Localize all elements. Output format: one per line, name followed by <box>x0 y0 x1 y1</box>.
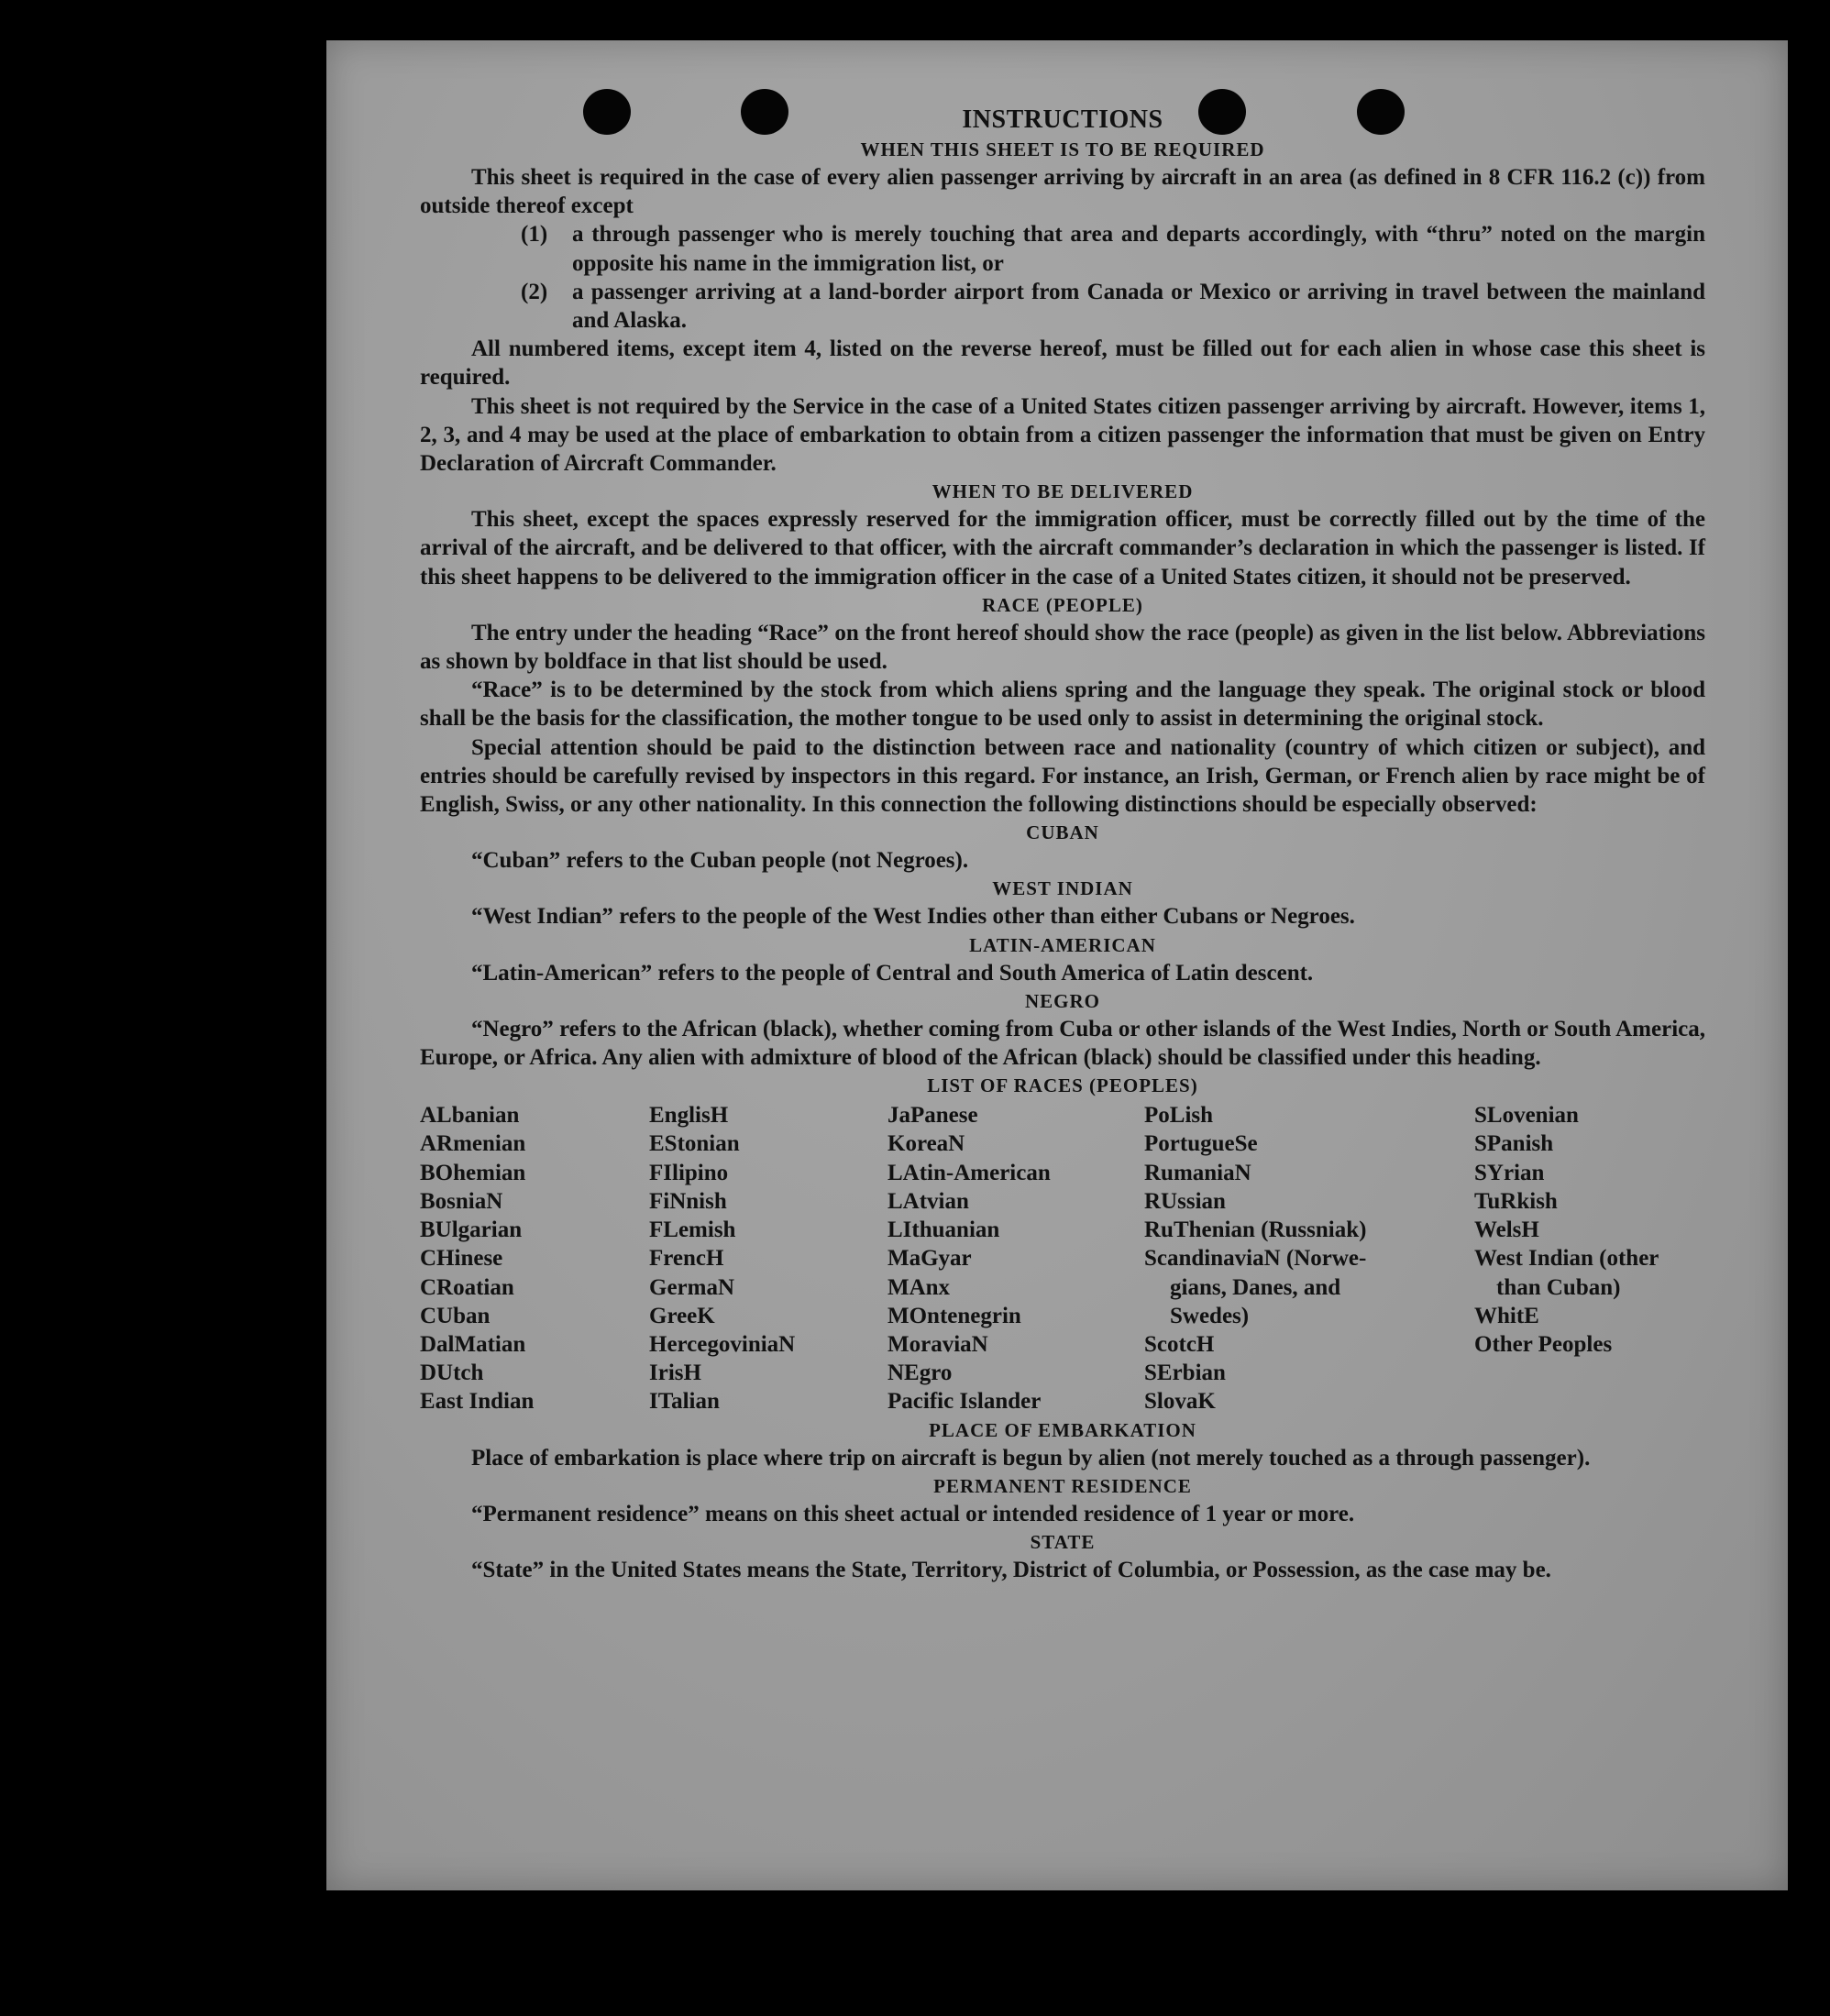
paragraph-cuban: “Cuban” refers to the Cuban people (not Negroes). <box>471 848 969 874</box>
race-entry: EnglisH <box>649 1103 729 1129</box>
paragraph-race-2: “Race” is to be determined by the stock from which aliens spring and the language they speak. The original stock or blood shall be the basis for the classification, the mother tongue to be used only to assist in determining the original stock. <box>420 678 1705 732</box>
race-entry: ScandinaviaN (Norwe- <box>1144 1246 1367 1272</box>
race-entry: ARmenian <box>420 1131 526 1157</box>
race-entry: MAnx <box>887 1274 951 1300</box>
race-entry: FrencH <box>649 1246 724 1272</box>
race-entry-continued: gians, Danes, and <box>1170 1274 1341 1300</box>
exception-item-1 <box>521 220 1705 277</box>
race-entry: MoraviaN <box>887 1331 988 1357</box>
race-entry: MOntenegrin <box>887 1303 1021 1328</box>
races-column-1 <box>420 1101 649 1416</box>
heading-when-required: WHEN THIS SHEET IS TO BE REQUIRED <box>860 138 1265 160</box>
paragraph-required: This sheet is required in the case of every alien passenger arriving by aircraft in an area (as defined in 8 CFR 116.2 (c)) from outside thereof except <box>420 165 1705 219</box>
race-entry: FiNnish <box>649 1188 727 1214</box>
race-entry: LIthuanian <box>887 1217 1000 1243</box>
race-entry: IrisH <box>649 1361 701 1386</box>
race-entry: BosniaN <box>420 1188 503 1214</box>
race-entry: ScotcH <box>1144 1331 1215 1357</box>
race-entry: LAtvian <box>887 1188 969 1214</box>
race-entry-continued: Swedes) <box>1170 1303 1250 1328</box>
page-title: INSTRUCTIONS <box>962 105 1163 134</box>
race-entry: West Indian (other <box>1474 1246 1659 1272</box>
paragraph-embarkation: Place of embarkation is place where trip on aircraft is begun by alien (not merely touched as a through passenger). <box>471 1445 1591 1471</box>
race-entry: GreeK <box>649 1303 715 1328</box>
race-entry: WelsH <box>1474 1217 1539 1243</box>
race-entry: FIlipino <box>649 1160 729 1185</box>
document-sheet <box>326 40 1788 1890</box>
heading-negro: NEGRO <box>1024 989 1100 1012</box>
race-entry: SlovaK <box>1144 1389 1216 1415</box>
paragraph-race-3: Special attention should be paid to the distinction between race and nationality (country of which citizen or subject), and entries should be carefully revised by inspectors in this regard. For instance, an Irish, German, or French alien by race might be of English, Swiss, or any other nationality. In this connection the following distinctions should be especially observed: <box>420 734 1705 818</box>
race-entry: NEgro <box>887 1361 953 1386</box>
race-entry: SPanish <box>1474 1131 1554 1157</box>
heading-state: STATE <box>1030 1530 1096 1553</box>
race-entry: CUban <box>420 1303 491 1328</box>
heading-west-indian: WEST INDIAN <box>992 877 1133 900</box>
item-number: (1) <box>521 222 548 248</box>
exception-item-2 <box>521 278 1705 335</box>
race-entry: PoLish <box>1144 1103 1214 1129</box>
heading-race: RACE (PEOPLE) <box>982 593 1143 616</box>
paragraph-latin-american: “Latin-American” refers to the people of Central and South America of Latin descent. <box>471 960 1314 986</box>
paragraph-numbered-items: All numbered items, except item 4, listed on the reverse hereof, must be filled out for each alien in whose case this sheet is required. <box>420 336 1705 391</box>
race-entry: CHinese <box>420 1246 503 1272</box>
race-entry: ALbanian <box>420 1103 520 1129</box>
paragraph-negro: “Negro” refers to the African (black), whether coming from Cuba or other islands of the West Indies, North or South America, Europe, or Africa. Any alien with admixture of blood of the African (black) should be classified under this heading. <box>420 1016 1705 1071</box>
heading-permanent-residence: PERMANENT RESIDENCE <box>933 1474 1192 1497</box>
race-entry: East Indian <box>420 1389 535 1415</box>
race-entry: Other Peoples <box>1474 1331 1613 1357</box>
race-entry: MaGyar <box>887 1246 972 1272</box>
paragraph-state: “State” in the United States means the State, Territory, District of Columbia, or Possession, as the case may be. <box>471 1557 1551 1582</box>
race-entry: JaPanese <box>887 1103 978 1129</box>
races-column-3 <box>887 1101 1144 1416</box>
heading-cuban: CUBAN <box>1026 821 1099 844</box>
race-entry-continued: than Cuban) <box>1496 1274 1621 1300</box>
race-entry: PortugueSe <box>1144 1131 1258 1157</box>
race-entry: GermaN <box>649 1274 735 1300</box>
race-entry: WhitE <box>1474 1303 1539 1328</box>
races-column-4 <box>1144 1101 1474 1416</box>
race-entry: TuRkish <box>1474 1188 1558 1214</box>
item-text: a through passenger who is merely touching that area and departs accordingly, with “thru” noted on the margin opposite his name in the immigration list, or <box>572 222 1705 276</box>
race-entry: EStonian <box>649 1131 740 1157</box>
race-entry: SLovenian <box>1474 1103 1579 1129</box>
races-column-2 <box>649 1101 887 1416</box>
heading-latin-american: LATIN-AMERICAN <box>969 933 1156 956</box>
paragraph-race-1: The entry under the heading “Race” on the front hereof should show the race (people) as given in the list below. Abbreviations as shown by boldface in that list should be used. <box>420 620 1705 675</box>
heading-when-delivered: WHEN TO BE DELIVERED <box>932 480 1194 503</box>
race-entry: DalMatian <box>420 1331 526 1357</box>
race-entry: RuThenian (Russniak) <box>1144 1217 1367 1243</box>
race-entry: CRoatian <box>420 1274 514 1300</box>
heading-list-of-races: LIST OF RACES (PEOPLES) <box>927 1074 1198 1097</box>
instructions-content <box>420 105 1705 1584</box>
race-entry: RumaniaN <box>1144 1160 1251 1185</box>
heading-place-of-embarkation: PLACE OF EMBARKATION <box>929 1418 1196 1441</box>
race-entry: FLemish <box>649 1217 736 1243</box>
item-number: (2) <box>521 279 548 304</box>
race-entry: BOhemian <box>420 1160 526 1185</box>
race-entry: DUtch <box>420 1361 484 1386</box>
race-entry: LAtin-American <box>887 1160 1051 1185</box>
paragraph-west-indian: “West Indian” refers to the people of the West Indies other than either Cubans or Negroes. <box>471 904 1355 930</box>
race-entry: ITalian <box>649 1389 720 1415</box>
paragraph-delivered: This sheet, except the spaces expressly reserved for the immigration officer, must be correctly filled out by the time of the arrival of the aircraft, and be delivered to that officer, with the aircraft commander’s declaration in which the passenger is listed. If this sheet happens to be delivered to the immigration officer in the case of a United States citizen, it should not be preserved. <box>420 507 1705 589</box>
race-entry: BUlgarian <box>420 1217 523 1243</box>
paragraph-not-required: This sheet is not required by the Service in the case of a United States citizen passenger arriving by aircraft. However, items 1, 2, 3, and 4 may be used at the place of embarkation to obtain from a citizen passenger the information that must be given on Entry Declaration of Aircraft Commander. <box>420 393 1705 477</box>
race-entry: HercegoviniaN <box>649 1331 796 1357</box>
race-entry: RUssian <box>1144 1188 1226 1214</box>
item-text: a passenger arriving at a land-border airport from Canada or Mexico or arriving in travel between the mainland and Alaska. <box>572 279 1705 334</box>
races-column-5 <box>1474 1101 1705 1416</box>
race-entry: SErbian <box>1144 1361 1226 1386</box>
race-entry: KoreaN <box>887 1131 965 1157</box>
race-entry: Pacific Islander <box>887 1389 1042 1415</box>
paragraph-residence: “Permanent residence” means on this sheet actual or intended residence of 1 year or more. <box>471 1501 1355 1526</box>
race-entry: SYrian <box>1474 1160 1545 1185</box>
races-list <box>420 1101 1705 1416</box>
